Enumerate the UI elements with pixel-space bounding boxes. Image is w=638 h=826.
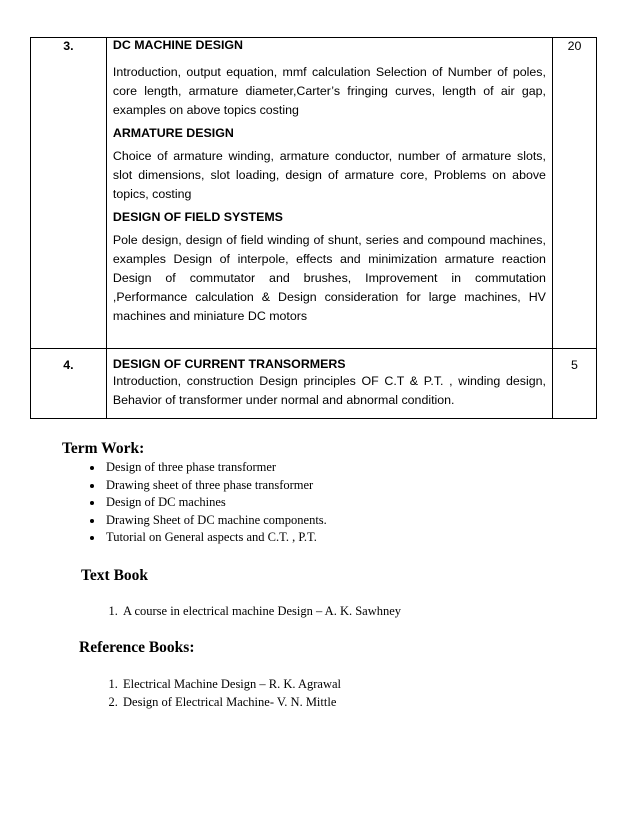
text-book-list xyxy=(101,603,401,621)
row-hours: 20 xyxy=(552,38,596,349)
section-text: Introduction, construction Design principles OF C.T & P.T. , winding design, Behavior of transformer under normal and abnormal condition. xyxy=(112,374,546,407)
section-heading: DC MACHINE DESIGN xyxy=(112,38,243,52)
list-item: 2. Design of Electrical Machine- V. N. Mittle xyxy=(121,694,341,712)
list-item: • Design of three phase transformer xyxy=(104,459,327,477)
section-text: Pole design, design of field winding of shunt, series and compound machines, examples Design of interpole, effects and minimization armature reaction Design of commutator and brushes, Improvement in commutation ,Performance calculation & Design consideration for large machines, HV machines and miniature DC motors xyxy=(112,233,546,323)
row-content xyxy=(106,38,552,349)
list-item: • Design of DC machines xyxy=(104,494,327,512)
section-heading: DESIGN OF FIELD SYSTEMS xyxy=(112,210,283,224)
row-number: 4. xyxy=(31,349,107,419)
section-text: Introduction, output equation, mmf calculation Selection of Number of poles, core length, armature diameter,Carter’s fringing curves, length of air gap, examples on above topics costing xyxy=(112,65,546,117)
list-item: • Drawing Sheet of DC machine components. xyxy=(104,512,327,530)
table-row xyxy=(31,349,597,419)
section-heading: ARMATURE DESIGN xyxy=(112,126,234,140)
list-item: 1. A course in electrical machine Design – A. K. Sawhney xyxy=(121,603,401,621)
text-book-title: Text Book xyxy=(81,567,149,584)
row-hours: 5 xyxy=(552,349,596,419)
row-content xyxy=(106,349,552,419)
reference-books-list xyxy=(101,676,341,711)
row-number: 3. xyxy=(31,38,107,349)
reference-books-title: Reference Books: xyxy=(79,639,195,656)
section-text: Choice of armature winding, armature conductor, number of armature slots, slot dimensions, slot loading, design of armature core, Problems on above topics, costing xyxy=(112,149,546,201)
syllabus-table xyxy=(30,37,597,419)
term-work-list xyxy=(90,459,327,547)
table-row xyxy=(31,38,597,349)
list-item: • Drawing sheet of three phase transformer xyxy=(104,477,327,495)
list-item: 1. Electrical Machine Design – R. K. Agrawal xyxy=(121,676,341,694)
term-work-title: Term Work: xyxy=(62,440,145,457)
section-heading: DESIGN OF CURRENT TRANSORMERS xyxy=(112,357,346,371)
list-item: • Tutorial on General aspects and C.T. , P.T. xyxy=(104,529,327,547)
